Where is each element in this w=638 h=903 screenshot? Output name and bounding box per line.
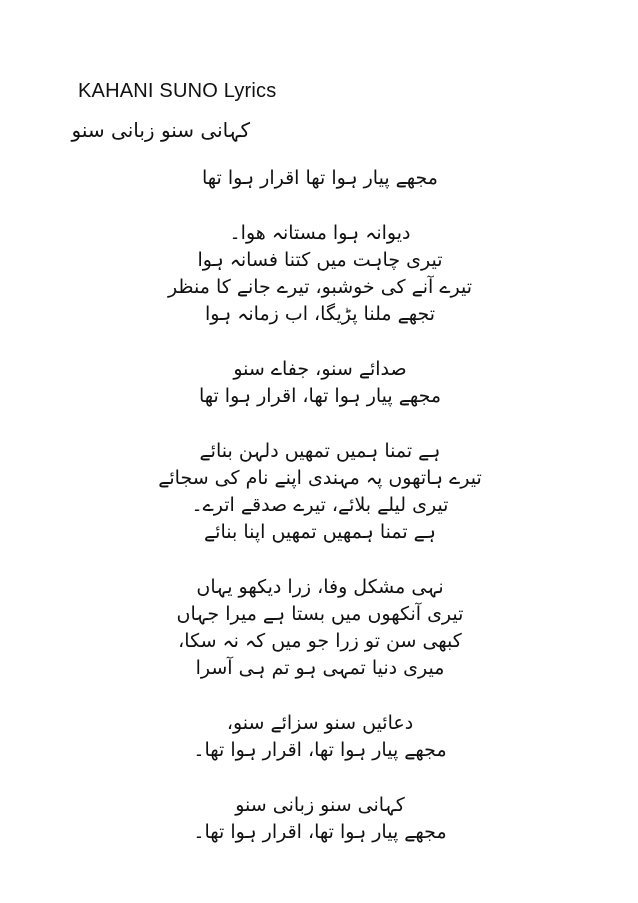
lyric-line: نہی مشکل وفا، زرا دیکھو یہاں bbox=[196, 576, 444, 598]
lyric-line: تیری لیلے بلائے، تیرے صدقے اترے۔ bbox=[191, 494, 449, 516]
stanza-6 bbox=[60, 710, 580, 764]
stanza-7 bbox=[60, 792, 580, 846]
lyric-line: تیری آنکھوں میں بستا ہے میرا جہاں bbox=[176, 603, 464, 625]
lyric-line: مجھے پیار ہوا تھا، اقرار ہوا تھا۔ bbox=[193, 739, 447, 761]
page-subtitle: کہانی سنو زبانی سنو bbox=[71, 118, 250, 142]
lyric-line: دیوانہ ہوا مستانہ ھوا۔ bbox=[229, 222, 411, 244]
lyric-line: تیرے ہاتھوں پہ مہندی اپنے نام کی سجائے bbox=[158, 467, 482, 489]
lyric-line: ہے تمنا ہمھیں تمھیں اپنا بنائے bbox=[204, 521, 436, 543]
lyric-line: مجھے پیار ہوا تھا، اقرار ہوا تھا۔ bbox=[193, 821, 447, 843]
lyric-line: کہانی سنو زبانی سنو bbox=[235, 794, 405, 816]
lyric-line: مجھے پیار ہوا تھا، اقرار ہوا تھا bbox=[198, 385, 442, 407]
page-title: KAHANI SUNO Lyrics bbox=[78, 80, 277, 102]
lyric-line: تیرے آنے کی خوشبو، تیرے جانے کا منظر bbox=[167, 276, 473, 298]
lyric-line: مجھے پیار ہوا تھا اقرار ہوا تھا bbox=[202, 167, 438, 189]
lyric-line: دعائیں سنو سزائے سنو، bbox=[226, 712, 414, 734]
lyrics-body bbox=[60, 165, 580, 874]
lyric-line: تیری چاہت میں کتنا فسانہ ہوا bbox=[197, 249, 443, 271]
stanza-1 bbox=[60, 165, 580, 192]
lyric-line: ہے تمنا ہمیں تمھیں دلہن بنائے bbox=[199, 440, 441, 462]
lyric-line: میری دنیا تمہی ہو تم ہی آسرا bbox=[195, 657, 445, 679]
stanza-4 bbox=[60, 438, 580, 546]
stanza-2 bbox=[60, 220, 580, 328]
stanza-3 bbox=[60, 356, 580, 410]
lyric-line: کبھی سن تو زرا جو میں کہ نہ سکا، bbox=[178, 630, 462, 652]
lyric-line: تجھے ملنا پڑیگا، اب زمانہ ہوا bbox=[204, 303, 436, 325]
lyric-line: صدائے سنو، جفاے سنو bbox=[233, 358, 407, 380]
stanza-5 bbox=[60, 574, 580, 682]
